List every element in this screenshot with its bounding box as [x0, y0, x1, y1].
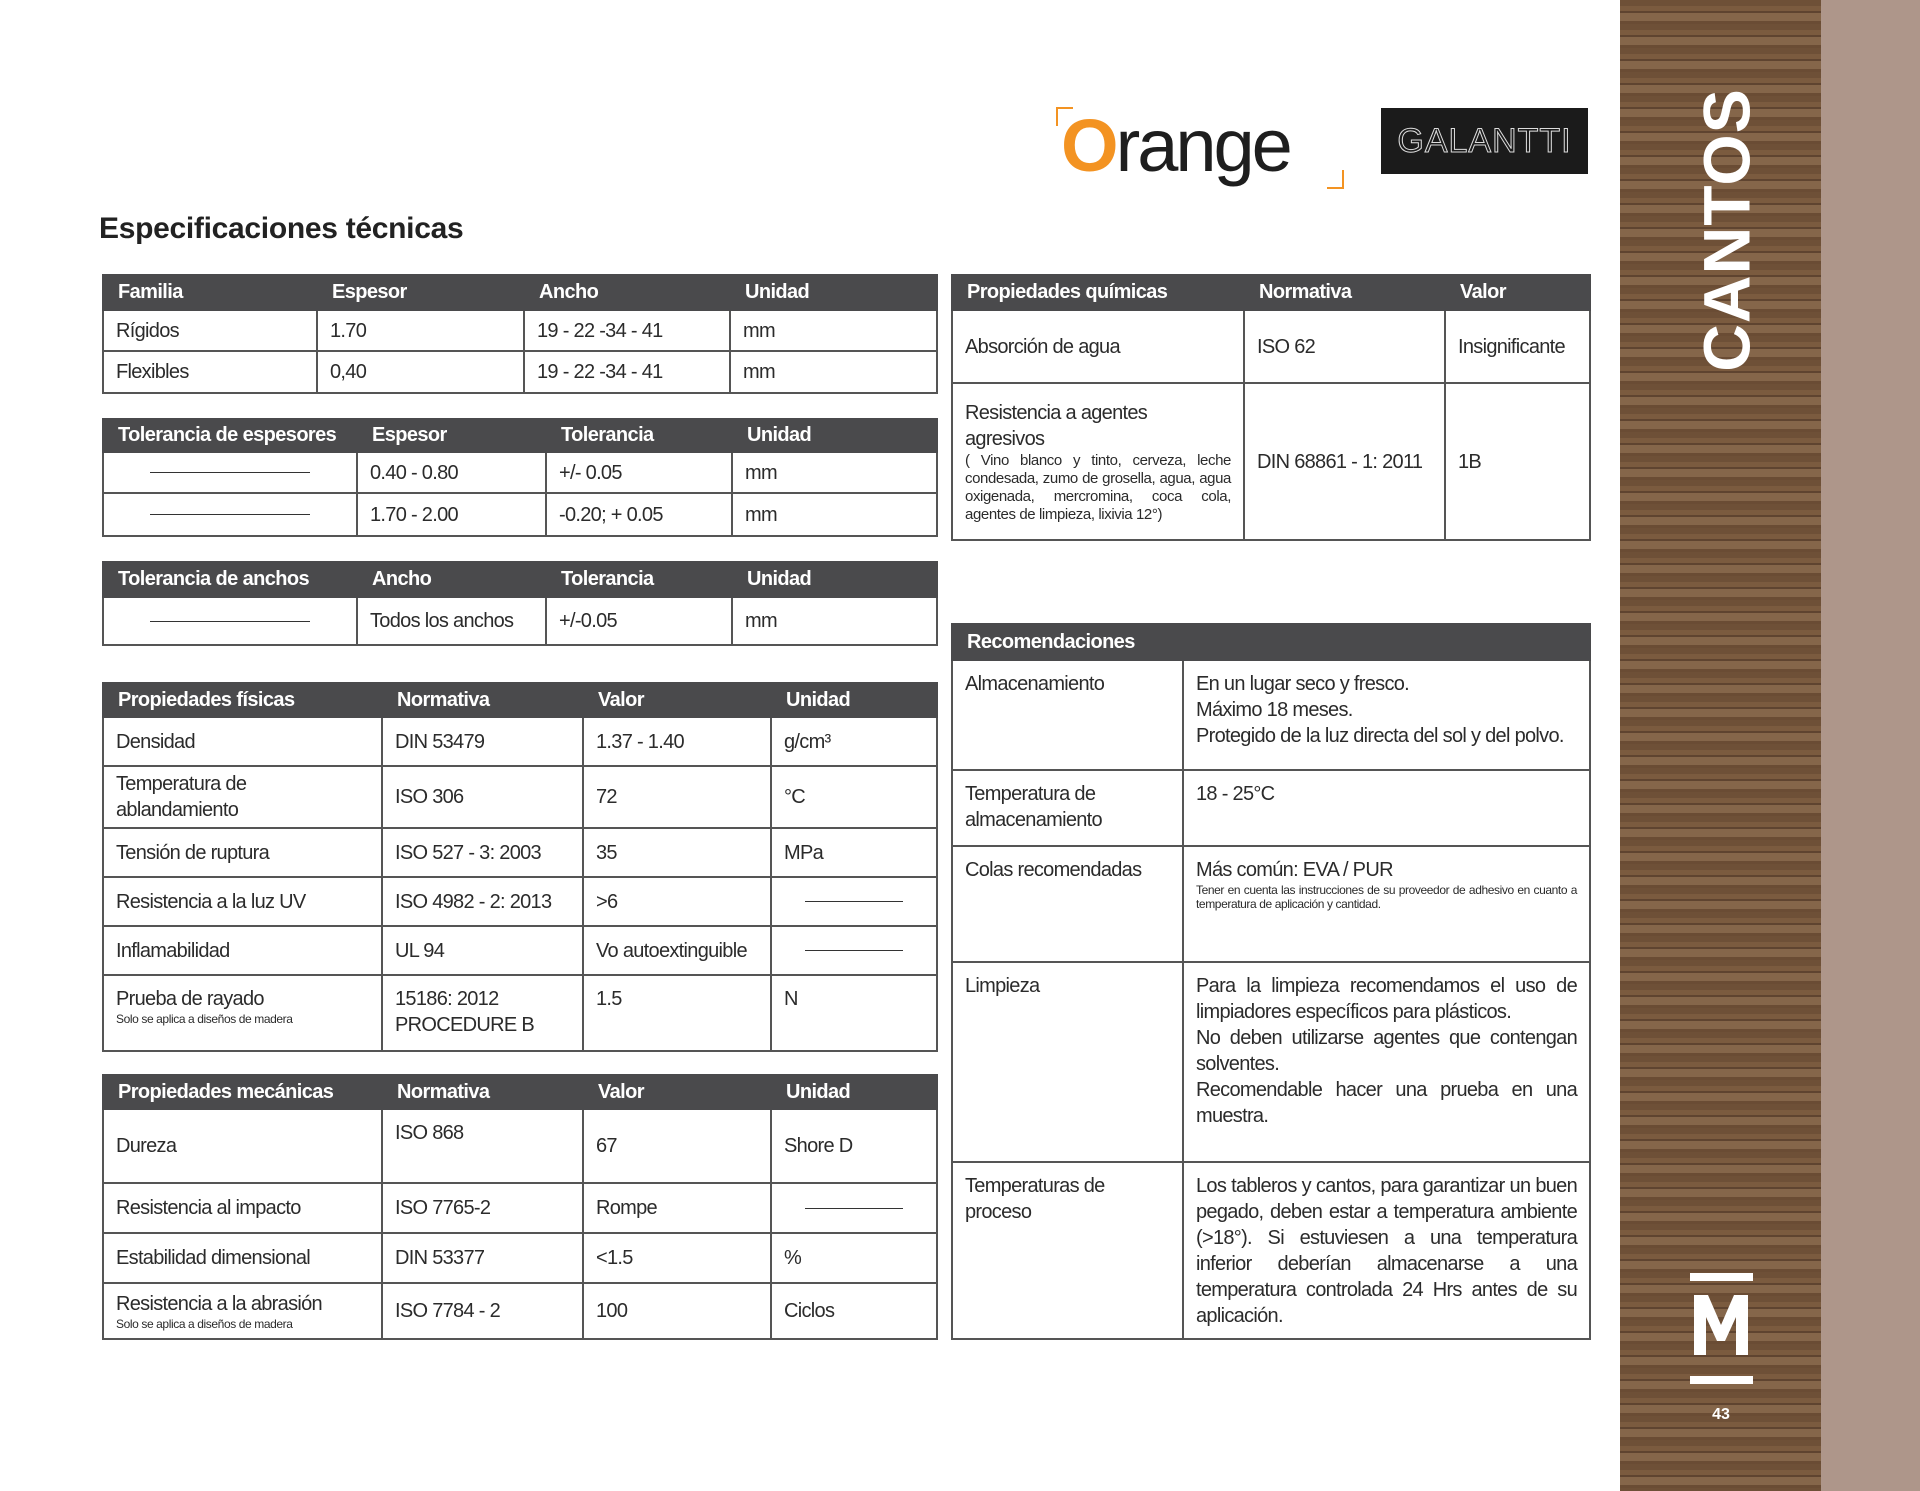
table-cell: 18 - 25°C	[1183, 770, 1590, 846]
table-cell: Tensión de ruptura	[103, 828, 382, 877]
table-cell: 0.40 - 0.80	[357, 452, 546, 493]
dash-placeholder	[805, 1208, 903, 1209]
table-cell	[103, 1283, 382, 1339]
table-row	[103, 828, 937, 877]
column-header: Normativa	[382, 1075, 583, 1109]
header-row	[952, 624, 1590, 660]
column-header: Recomendaciones	[952, 624, 1590, 660]
table-cell: Resistencia al impacto	[103, 1183, 382, 1233]
table-cell	[771, 877, 937, 926]
table-cell: 67	[583, 1109, 771, 1183]
column-header: Valor	[583, 683, 771, 717]
cell-line: Máximo 18 meses.	[1196, 699, 1353, 721]
cell-line: No deben utilizarse agentes que contengan solventes.	[1196, 1027, 1578, 1075]
column-header: Tolerancia	[546, 419, 732, 452]
table-row	[952, 383, 1590, 540]
table-cell: 1.70	[317, 310, 524, 351]
table-cell: 100	[583, 1283, 771, 1339]
table-cell: mm	[730, 351, 937, 393]
table-cell: mm	[732, 597, 937, 645]
table-cell	[103, 452, 357, 493]
table-row	[103, 1109, 937, 1183]
table-quimicas	[951, 274, 1591, 541]
column-header: Propiedades químicas	[952, 275, 1244, 310]
table-cell	[103, 597, 357, 645]
table-cell: 1.5	[583, 975, 771, 1051]
column-header: Normativa	[1244, 275, 1445, 310]
table-cell: 1.70 - 2.00	[357, 493, 546, 536]
table-cell: mm	[730, 310, 937, 351]
table-cell: 1.37 - 1.40	[583, 717, 771, 766]
table-familia	[102, 274, 938, 394]
cell-note: Tener en cuenta las instrucciones de su proveedor de adhesivo en cuanto a temperatura de aplicación y cantidad.	[1196, 883, 1578, 912]
cell-line: En un lugar seco y fresco.	[1196, 673, 1410, 695]
cell-line: Recomendable hacer una prueba en una muestra.	[1196, 1079, 1578, 1127]
orange-logo-text: Orange	[1061, 104, 1290, 187]
table-cell: mm	[732, 452, 937, 493]
table-row	[103, 597, 937, 645]
table-cell: mm	[732, 493, 937, 536]
table-cell: Colas recomendadas	[952, 846, 1183, 962]
column-header: Unidad	[771, 1075, 937, 1109]
column-header: Unidad	[732, 419, 937, 452]
table-tol-anchos	[102, 561, 938, 646]
table-row	[952, 770, 1590, 846]
column-header: Unidad	[730, 275, 937, 310]
column-header: Tolerancia	[546, 562, 732, 597]
table-cell: N	[771, 975, 937, 1051]
cell-note: Solo se aplica a diseños de madera	[116, 1012, 293, 1026]
cell-line: Para la limpieza recomendamos el uso de limpiadores específicos para plásticos.	[1196, 975, 1578, 1023]
section-label-text: CANTOS	[1689, 87, 1764, 372]
galantti-logo	[1381, 108, 1588, 174]
table-cell: Temperaturas de proceso	[952, 1162, 1183, 1339]
column-header: Ancho	[357, 562, 546, 597]
cell-text: Prueba de rayado	[116, 988, 264, 1010]
dash-placeholder	[150, 514, 310, 515]
table-cell: 15186: 2012 PROCEDURE B	[382, 975, 583, 1051]
table-cell: -0.20; + 0.05	[546, 493, 732, 536]
table-row	[103, 717, 937, 766]
table-cell: ISO 7784 - 2	[382, 1283, 583, 1339]
table-cell: Rompe	[583, 1183, 771, 1233]
table-row	[103, 351, 937, 393]
table-cell: Rígidos	[103, 310, 317, 351]
orange-logo	[1053, 104, 1347, 192]
column-header: Espesor	[357, 419, 546, 452]
table-row	[103, 493, 937, 536]
table-cell: 19 - 22 -34 - 41	[524, 310, 730, 351]
table-cell: Estabilidad dimensional	[103, 1233, 382, 1283]
dash-placeholder	[150, 472, 310, 473]
table-cell: +/-0.05	[546, 597, 732, 645]
cell-text: Resistencia a la abrasión	[116, 1292, 322, 1315]
table-row	[103, 877, 937, 926]
table-cell: Absorción de agua	[952, 310, 1244, 383]
table-cell: ISO 62	[1244, 310, 1445, 383]
column-header: Espesor	[317, 275, 524, 310]
table-cell: UL 94	[382, 926, 583, 975]
header-row	[103, 275, 937, 310]
page-title: Especificaciones técnicas	[99, 212, 464, 245]
cell-note: Solo se aplica a diseños de madera	[116, 1316, 293, 1331]
dash-placeholder	[805, 950, 903, 951]
dash-placeholder	[805, 901, 903, 902]
galantti-logo-text: GALANTTI	[1397, 121, 1572, 160]
column-header: Valor	[583, 1075, 771, 1109]
m-logo-icon	[1690, 1273, 1753, 1384]
column-header: Normativa	[382, 683, 583, 717]
table-cell	[103, 493, 357, 536]
table-cell: DIN 53479	[382, 717, 583, 766]
table-cell	[771, 1183, 937, 1233]
table-row	[952, 846, 1590, 962]
table-row	[103, 975, 937, 1051]
table-cell: Temperatura de ablandamiento	[103, 766, 382, 828]
table-cell: MPa	[771, 828, 937, 877]
table-row	[952, 962, 1590, 1162]
table-cell: 19 - 22 -34 - 41	[524, 351, 730, 393]
table-row	[103, 452, 937, 493]
table-row	[952, 660, 1590, 770]
table-row	[952, 310, 1590, 383]
table-cell: DIN 53377	[382, 1233, 583, 1283]
table-cell: 0,40	[317, 351, 524, 393]
table-cell: ISO 306	[382, 766, 583, 828]
table-cell: 72	[583, 766, 771, 828]
table-tol-espesores	[102, 418, 938, 537]
table-cell: Todos los anchos	[357, 597, 546, 645]
table-cell: 1B	[1445, 383, 1590, 540]
table-cell: Resistencia a la luz UV	[103, 877, 382, 926]
table-row	[103, 1283, 937, 1339]
header-row	[103, 562, 937, 597]
table-cell	[771, 926, 937, 975]
table-cell: DIN 68861 - 1: 2011	[1244, 383, 1445, 540]
table-cell: Limpieza	[952, 962, 1183, 1162]
page-number: 43	[1712, 1406, 1730, 1423]
cell-subtext: ( Vino blanco y tinto, cerveza, leche condesada, zumo de grosella, agua, agua oxigenada, mercromina, coca cola, agentes de limpieza, lixivia 12°)	[965, 451, 1231, 523]
table-cell: +/- 0.05	[546, 452, 732, 493]
column-header: Unidad	[732, 562, 937, 597]
table-cell: <1.5	[583, 1233, 771, 1283]
column-header: Familia	[103, 275, 317, 310]
table-cell: Insignificante	[1445, 310, 1590, 383]
column-header: Propiedades físicas	[103, 683, 382, 717]
table-cell: 35	[583, 828, 771, 877]
table-cell: ISO 7765-2	[382, 1183, 583, 1233]
table-cell	[1183, 846, 1590, 962]
table-row	[103, 1233, 937, 1283]
cell-line: Protegido de la luz directa del sol y del polvo.	[1196, 725, 1564, 747]
table-cell: ISO 527 - 3: 2003	[382, 828, 583, 877]
column-header: Tolerancia de espesores	[103, 419, 357, 452]
table-fisicas	[102, 682, 938, 1052]
column-header: Ancho	[524, 275, 730, 310]
table-mecanicas	[102, 1074, 938, 1340]
table-cell: Vo autoextinguible	[583, 926, 771, 975]
column-header: Unidad	[771, 683, 937, 717]
side-band	[1821, 0, 1920, 1491]
header-row	[952, 275, 1590, 310]
table-cell	[103, 975, 382, 1051]
table-cell: Los tableros y cantos, para garantizar un buen pegado, deben estar a temperatura ambiente (>18°). Si estuviesen a una temperatura inferior deberían almacenarse a una temperatura controlada 24 Hrs antes de su aplicación.	[1183, 1162, 1590, 1339]
table-row	[952, 1162, 1590, 1339]
table-recomendaciones	[951, 623, 1591, 1340]
table-cell: Flexibles	[103, 351, 317, 393]
table-cell: ISO 4982 - 2: 2013	[382, 877, 583, 926]
table-cell	[1183, 962, 1590, 1162]
header-row	[103, 683, 937, 717]
table-cell: °C	[771, 766, 937, 828]
table-cell: Densidad	[103, 717, 382, 766]
table-cell: %	[771, 1233, 937, 1283]
table-cell: Almacenamiento	[952, 660, 1183, 770]
table-cell	[952, 383, 1244, 540]
section-label	[1689, 87, 1764, 372]
column-header: Valor	[1445, 275, 1590, 310]
table-row	[103, 926, 937, 975]
table-cell: Shore D	[771, 1109, 937, 1183]
table-cell	[1183, 660, 1590, 770]
column-header: Tolerancia de anchos	[103, 562, 357, 597]
table-cell: Temperatura de almacenamiento	[952, 770, 1183, 846]
table-cell: >6	[583, 877, 771, 926]
table-cell: g/cm³	[771, 717, 937, 766]
header-row	[103, 419, 937, 452]
table-cell: ISO 868	[382, 1109, 583, 1183]
header-row	[103, 1075, 937, 1109]
table-cell: Inflamabilidad	[103, 926, 382, 975]
table-cell: Ciclos	[771, 1283, 937, 1339]
table-row	[103, 310, 937, 351]
table-row	[103, 766, 937, 828]
table-row	[103, 1183, 937, 1233]
dash-placeholder	[150, 621, 310, 622]
cell-text: Más común: EVA / PUR	[1196, 859, 1393, 881]
cell-text: Resistencia a agentes agresivos	[965, 401, 1148, 450]
table-cell: Dureza	[103, 1109, 382, 1183]
column-header: Propiedades mecánicas	[103, 1075, 382, 1109]
